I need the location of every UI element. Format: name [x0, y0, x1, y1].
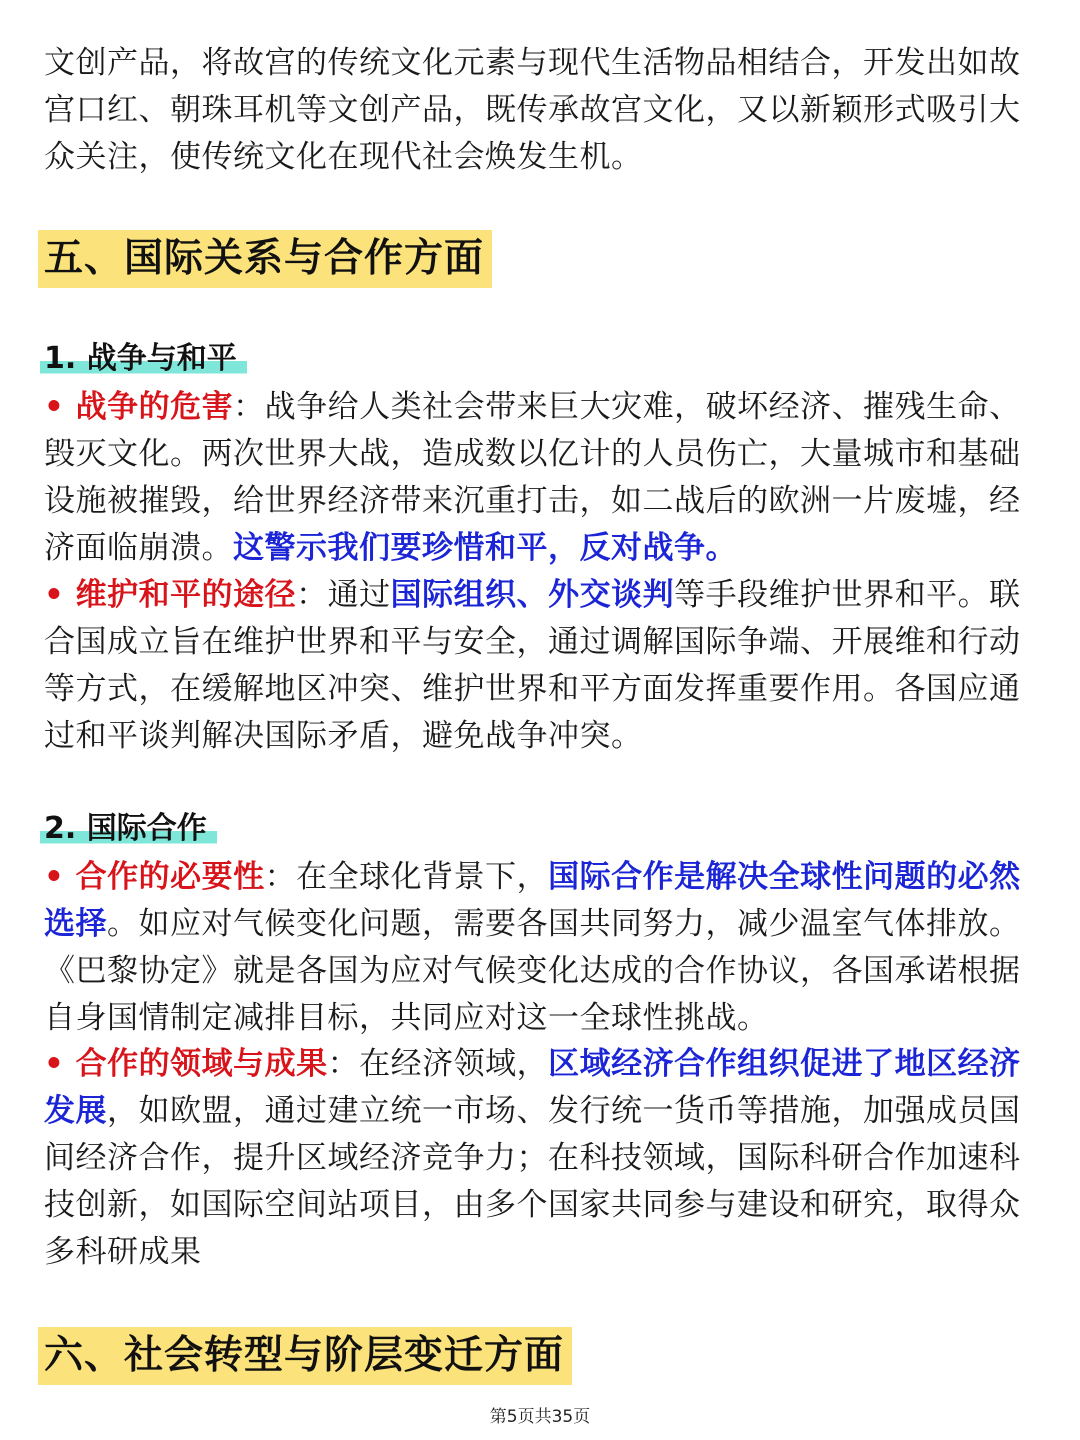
bullet-marker: •	[44, 389, 76, 425]
section-heading-5: 五、国际关系与合作方面	[38, 230, 492, 288]
bullet-text: 。如应对气候变化问题，需要各国共同努力，减少温室气体排放。《巴黎协定》就是各国为应对气候变化达成的合作协议，各国承诺根据自身国情制定减排目标，共同应对这一全球性挑战。	[44, 906, 1021, 1036]
section-heading-6: 六、社会转型与阶层变迁方面	[38, 1327, 572, 1385]
page-indicator: 第5页共35页	[489, 1407, 591, 1427]
emphasis-text: 国际合作是解决全球性问题的必然选择	[44, 859, 1021, 942]
bullet-label-fields: 合作的领域与成果	[75, 1046, 328, 1082]
subheading-international-cooperation: 2. 国际合作	[40, 810, 217, 848]
bullet-war-harm	[44, 384, 1039, 572]
emphasis-text: 区域经济合作组织促进了地区经济发展	[44, 1046, 1021, 1129]
bullet-label-peace-ways: 维护和平的途径	[75, 577, 297, 613]
bullet-cooperation-necessity	[44, 854, 1039, 1042]
emphasis-text: 这警示我们要珍惜和平，反对战争。	[233, 530, 737, 566]
bullet-cooperation-fields	[44, 1041, 1039, 1276]
bullet-marker: •	[44, 577, 76, 613]
label-colon: ：	[233, 389, 265, 425]
subheading-war-and-peace: 1. 战争与和平	[40, 340, 247, 378]
bullet-text: 等手段维护世界和平。联合国成立旨在维护世界和平与安全，通过调解国际争端、开展维和行动等方式，在缓解地区冲突、维护世界和平方面发挥重要作用。各国应通过和平谈判解决国际矛盾，避免战争冲突。	[44, 577, 1021, 754]
intro-paragraph: 文创产品，将故宫的传统文化元素与现代生活物品相结合，开发出如故宫口红、朝珠耳机等文创产品，既传承故宫文化，又以新颖形式吸引大众关注，使传统文化在现代社会焕发生机。	[44, 45, 1021, 175]
bullet-peace-ways	[44, 572, 1039, 760]
label-colon: ：	[264, 859, 297, 895]
bullet-text: 战争给人类社会带来巨大灾难，破坏经济、摧残生命、毁灭文化。两次世界大战，造成数以亿计的人员伤亡，大量城市和基础设施被摧毁，给世界经济带来沉重打击，如二战后的欧洲一片废墟，经济面临崩溃。	[44, 389, 1021, 566]
label-colon: ：	[327, 1046, 360, 1082]
bullet-text: 通过	[327, 577, 391, 613]
emphasis-text: 国际组织、外交谈判	[390, 577, 675, 613]
bullet-text: 在经济领域，	[359, 1046, 549, 1082]
bullet-label-war-harm: 战争的危害	[75, 389, 234, 425]
bullet-label-necessity: 合作的必要性	[75, 859, 265, 895]
bullet-text: 在全球化背景下，	[296, 859, 549, 895]
bullet-marker: •	[44, 859, 76, 895]
bullet-marker: •	[44, 1046, 76, 1082]
label-colon: ：	[296, 577, 328, 613]
bullet-text: ，如欧盟，通过建立统一市场、发行统一货币等措施，加强成员国间经济合作，提升区域经济竞争力；在科技领域，国际科研合作加速科技创新，如国际空间站项目，由多个国家共同参与建设和研究，取得众多科研成果	[44, 1093, 1021, 1270]
